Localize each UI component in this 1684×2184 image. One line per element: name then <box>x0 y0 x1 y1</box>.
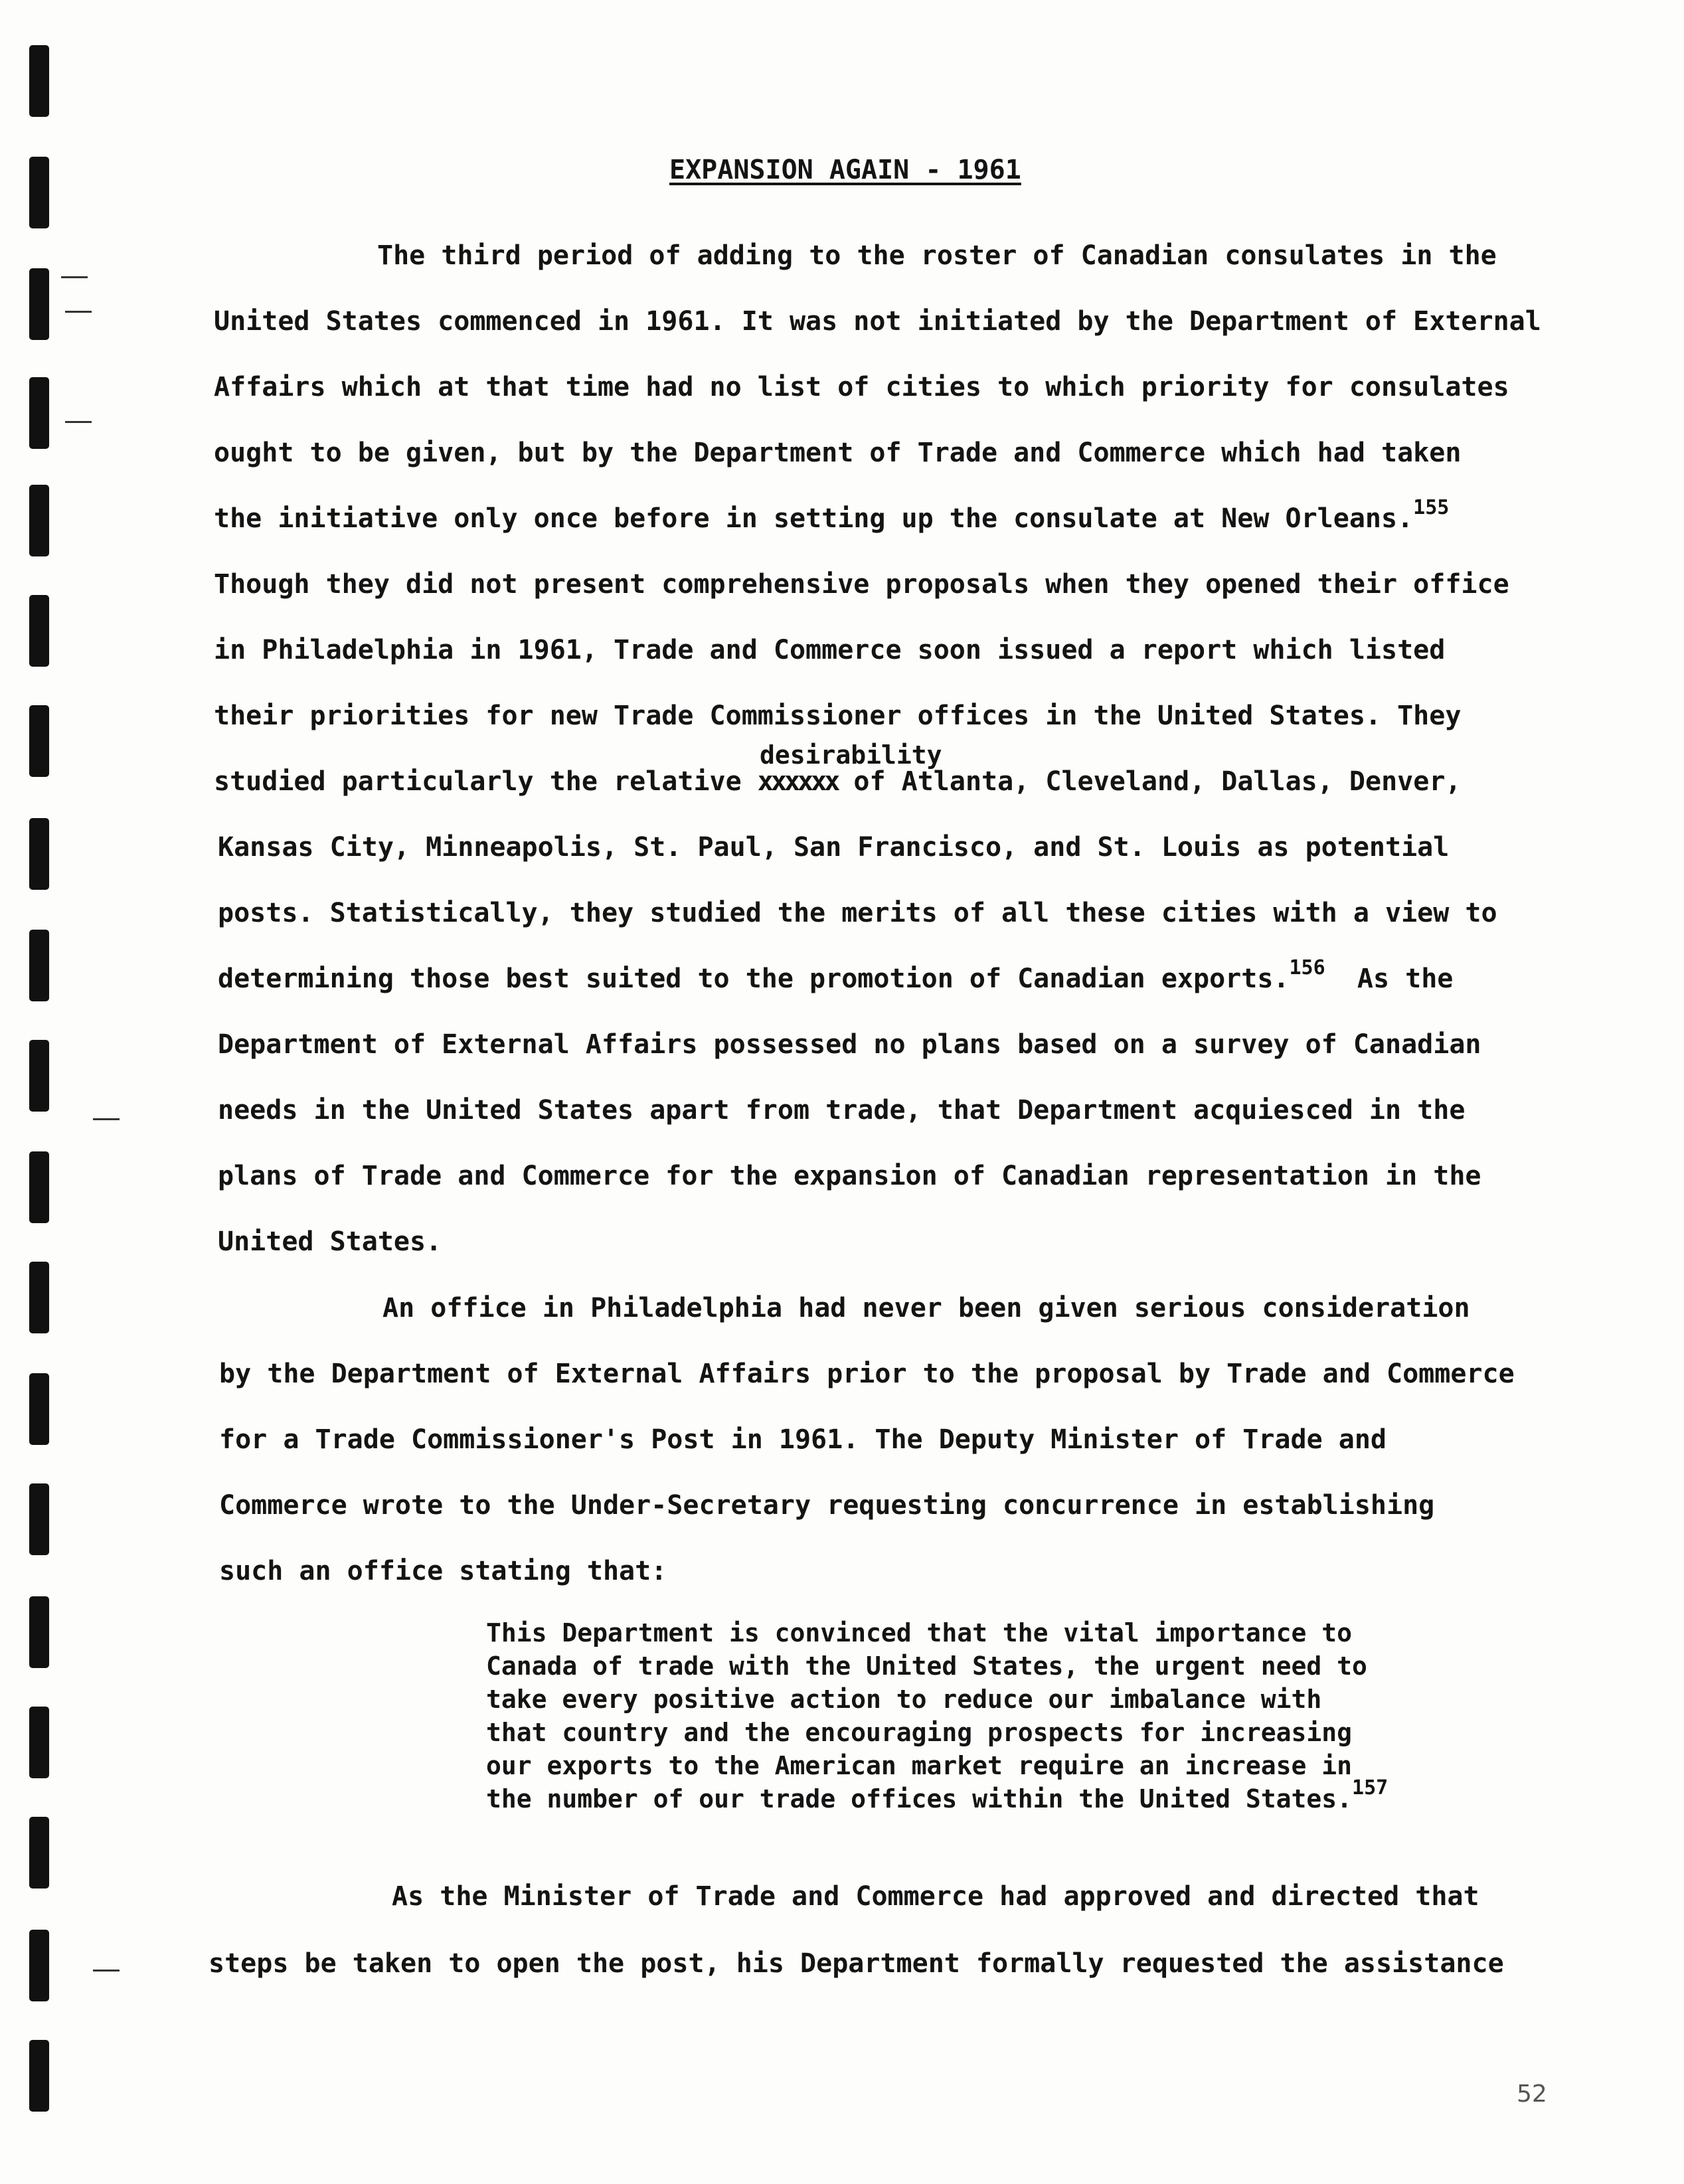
text-line: Though they did not present comprehensive proposals when they opened their office <box>214 569 1509 600</box>
binder-mark <box>29 1373 49 1445</box>
margin-mark <box>93 1118 120 1120</box>
block-quote-line: our exports to the American market require an increase in <box>486 1751 1353 1780</box>
text-line: posts. Statistically, they studied the merits of all these cities with a view to <box>218 898 1497 928</box>
page-number: 52 <box>1517 2080 1547 2108</box>
binder-mark <box>29 1262 49 1333</box>
text-line: Department of External Affairs possessed no plans based on a survey of Canadian <box>218 1029 1481 1060</box>
block-quote-line: that country and the encouraging prospects for increasing <box>486 1718 1353 1747</box>
binder-mark <box>29 377 49 449</box>
text-line: As the Minister of Trade and Commerce had approved and directed that <box>392 1881 1479 1912</box>
binder-mark <box>29 1040 49 1112</box>
text-line <box>214 768 1462 795</box>
text-line: Kansas City, Minneapolis, St. Paul, San Francisco, and St. Louis as potential <box>218 832 1450 863</box>
binder-mark <box>29 1707 49 1778</box>
binder-mark <box>29 45 49 117</box>
text-line: by the Department of External Affairs prior to the proposal by Trade and Commerce <box>219 1359 1515 1389</box>
margin-mark <box>65 311 92 313</box>
block-quote-line: This Department is convinced that the vital importance to <box>486 1618 1353 1647</box>
text-line: ought to be given, but by the Department of Trade and Commerce which had taken <box>214 438 1462 468</box>
handwritten-insertion: desirability <box>760 740 942 770</box>
text-line: needs in the United States apart from trade, that Department acquiesced in the <box>218 1095 1466 1126</box>
binder-mark <box>29 1483 49 1555</box>
binder-mark <box>29 268 49 340</box>
footnote-ref: 156 <box>1289 956 1325 979</box>
text-line: for a Trade Commissioner's Post in 1961. The Deputy Minister of Trade and <box>219 1424 1387 1455</box>
binder-mark <box>29 818 49 890</box>
text-line: their priorities for new Trade Commissioner offices in the United States. They <box>214 701 1462 731</box>
text-line <box>218 956 1454 994</box>
binder-mark <box>29 1930 49 2001</box>
text-line: such an office stating that: <box>219 1556 667 1586</box>
text-line: United States commenced in 1961. It was not initiated by the Department of External <box>214 306 1541 337</box>
text-line-content: the initiative only once before in setting up the consulate at New Orleans. <box>214 503 1414 534</box>
text-line-content: As the <box>1357 964 1454 994</box>
binder-mark <box>29 485 49 556</box>
section-title: EXPANSION AGAIN - 1961 <box>669 155 1021 185</box>
text-line: United States. <box>218 1226 442 1257</box>
footnote-ref: 155 <box>1413 496 1450 519</box>
binder-mark <box>29 157 49 228</box>
block-quote-content: the number of our trade offices within the United States. <box>486 1784 1353 1813</box>
block-quote-line: Canada of trade with the United States, the urgent need to <box>486 1651 1367 1681</box>
text-line: in Philadelphia in 1961, Trade and Commerce soon issued a report which listed <box>214 635 1446 665</box>
text-line: steps be taken to open the post, his Department formally requested the assistance <box>209 1948 1504 1979</box>
binder-mark <box>29 1596 49 1668</box>
text-line-content: studied particularly the relative <box>214 766 758 797</box>
struck-out-word: xxxxxx <box>757 766 838 797</box>
margin-mark <box>93 1970 120 1972</box>
footnote-ref: 157 <box>1352 1776 1389 1800</box>
text-line-content: determining those best suited to the promotion of Canadian exports. <box>218 964 1290 994</box>
text-line: Commerce wrote to the Under-Secretary requesting concurrence in establishing <box>219 1490 1435 1521</box>
binder-mark <box>29 1817 49 1889</box>
binder-mark <box>29 1151 49 1223</box>
binder-mark <box>29 595 49 667</box>
binder-mark <box>29 705 49 777</box>
text-line: The third period of adding to the roster of Canadian consulates in the <box>377 240 1497 271</box>
text-line-content: of Atlanta, Cleveland, Dallas, Denver, <box>837 766 1462 797</box>
binder-mark <box>29 2040 49 2112</box>
margin-mark <box>65 421 92 423</box>
margin-mark <box>61 276 88 278</box>
block-quote-line: take every positive action to reduce our imbalance with <box>486 1685 1322 1714</box>
text-line: Affairs which at that time had no list of cities to which priority for consulates <box>214 372 1509 402</box>
block-quote-line <box>486 1776 1389 1813</box>
text-line <box>214 496 1450 534</box>
binder-mark <box>29 930 49 1001</box>
text-line: plans of Trade and Commerce for the expansion of Canadian representation in the <box>218 1161 1481 1191</box>
text-line: An office in Philadelphia had never been given serious consideration <box>382 1293 1470 1323</box>
